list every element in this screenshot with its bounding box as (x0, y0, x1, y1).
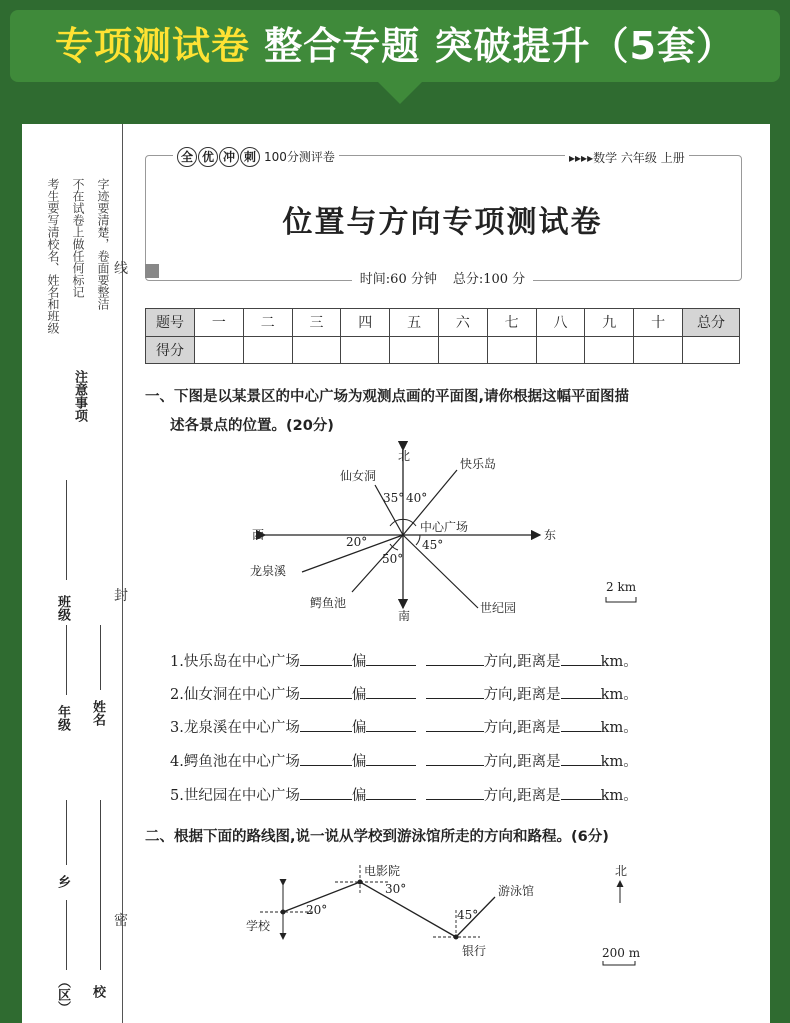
township-label: 乡 (55, 875, 70, 888)
label-east: 东 (544, 528, 557, 542)
answer-blank[interactable] (426, 785, 484, 800)
item-unit: km。 (600, 654, 638, 670)
answer-blank[interactable] (366, 651, 416, 666)
item-text: 方向,距离是 (483, 687, 561, 703)
note-2: 不在试卷上做任何标记 (71, 178, 85, 298)
answer-blank[interactable] (426, 684, 484, 699)
item-text: 鳄鱼池在中心广场 (183, 754, 300, 770)
answer-blank[interactable] (426, 751, 484, 766)
answer-blank[interactable] (426, 717, 484, 732)
col-header: 十 (634, 309, 683, 337)
answer-blank[interactable] (561, 751, 601, 766)
item-text: 偏 (351, 754, 367, 770)
banner-arrow (378, 82, 422, 104)
label-cinema: 电影院 (364, 864, 401, 878)
label-pool: 游泳馆 (498, 884, 535, 898)
total-cell[interactable] (683, 336, 740, 364)
item-number: 4. (170, 754, 184, 770)
item-text: 方向,距离是 (483, 654, 561, 670)
banner-highlight: 专项测试卷 (55, 24, 251, 68)
school-label: 校 (90, 985, 105, 998)
seal-mark: 封 (114, 588, 128, 604)
subject-grade: ▸▸▸▸数学 六年级 上册 (565, 149, 689, 166)
item-number: 5. (170, 788, 184, 804)
q1-heading-cont: 述各景点的位置。(20分) (170, 418, 334, 434)
grade-blank[interactable] (66, 625, 67, 695)
total-score: 总分:100 分 (445, 272, 533, 287)
brand-char-3: 冲 (219, 147, 239, 167)
label-xiannv: 仙女洞 (340, 469, 377, 483)
label-eyu: 鳄鱼池 (310, 596, 347, 610)
line-mark: 线 (114, 261, 128, 277)
total-header: 总分 (683, 309, 740, 337)
score-cell[interactable] (585, 336, 634, 364)
label-school: 学校 (246, 919, 271, 933)
col-header: 六 (438, 309, 487, 337)
q2-heading (145, 825, 609, 846)
answer-blank[interactable] (426, 651, 484, 666)
item-text: 方向,距离是 (483, 720, 561, 736)
item-text: 世纪园在中心广场 (183, 788, 300, 804)
col-header: 九 (585, 309, 634, 337)
angle-20: 20° (346, 535, 368, 549)
angle-45: 45° (422, 538, 444, 552)
table-row (146, 336, 740, 364)
item-number: 1. (170, 654, 184, 670)
school-point (281, 910, 286, 915)
label-center: 中心广场 (420, 520, 469, 534)
score-cell[interactable] (341, 336, 390, 364)
angle-50: 50° (382, 552, 404, 566)
angle-40: 40° (406, 491, 428, 505)
secret-mark: 密 (114, 913, 128, 929)
score-cell[interactable] (536, 336, 585, 364)
note-3: 字迹要清楚，卷面要整洁 (96, 178, 110, 310)
answer-blank[interactable] (561, 684, 601, 699)
score-cell[interactable] (438, 336, 487, 364)
time-limit: 时间:60 分钟 (352, 272, 445, 287)
item-number: 3. (170, 720, 184, 736)
label-kuaile: 快乐岛 (460, 457, 497, 471)
brand-char-1: 全 (177, 147, 197, 167)
answer-blank[interactable] (366, 717, 416, 732)
label-north: 北 (398, 449, 411, 463)
col-header: 四 (341, 309, 390, 337)
col-header: 三 (292, 309, 341, 337)
note-1: 考生要写清校名、姓名和班级 (46, 178, 60, 334)
angle-35: 35° (383, 491, 405, 505)
answer-blank[interactable] (366, 751, 416, 766)
q1-text: 下图是以某景区的中心广场为观测点画的平面图,请你根据这幅平面图描 (174, 389, 630, 405)
angle-45: 45° (457, 908, 479, 922)
answer-blank[interactable] (366, 684, 416, 699)
name-label: 姓名 (90, 700, 105, 726)
scale-label: 200 m (602, 946, 641, 960)
item-text: 方向,距离是 (483, 754, 561, 770)
score-cell[interactable] (487, 336, 536, 364)
brand-subtitle: 100分测评卷 (264, 150, 335, 164)
row-header: 题号 (146, 309, 195, 337)
table-row (146, 309, 740, 337)
answer-blank[interactable] (561, 651, 601, 666)
score-cell[interactable] (634, 336, 683, 364)
angle-30: 30° (385, 882, 407, 896)
label-bank: 银行 (462, 944, 487, 958)
q1-item-2 (170, 683, 638, 704)
q1-item-3 (170, 716, 638, 737)
score-table (145, 308, 740, 364)
name-blank[interactable] (100, 625, 101, 690)
class-blank[interactable] (66, 480, 67, 580)
item-text: 偏 (351, 788, 367, 804)
notes-label: 注意事项 (72, 370, 87, 422)
q1-heading (145, 385, 629, 406)
class-label: 班级 (55, 595, 70, 621)
item-text: 龙泉溪在中心广场 (183, 720, 300, 736)
col-header: 八 (536, 309, 585, 337)
item-text: 偏 (351, 687, 367, 703)
top-banner (0, 0, 790, 92)
col-header: 二 (243, 309, 292, 337)
angle-20: 20° (306, 903, 328, 917)
item-text: 仙女洞在中心广场 (183, 687, 300, 703)
brand-char-2: 优 (198, 147, 218, 167)
township-blank[interactable] (66, 800, 67, 865)
answer-blank[interactable] (300, 651, 352, 666)
item-text: 偏 (351, 720, 367, 736)
col-header: 七 (487, 309, 536, 337)
q2-text: 根据下面的路线图,说一说从学校到游泳馆所走的方向和路程。(6分) (174, 829, 609, 845)
col-header: 一 (195, 309, 244, 337)
bank-point (454, 935, 459, 940)
answer-blank[interactable] (561, 717, 601, 732)
brand-logo (173, 147, 339, 167)
banner-panel (10, 10, 780, 82)
item-text: 快乐岛在中心广场 (183, 654, 300, 670)
answer-blank[interactable] (300, 684, 352, 699)
q2-number: 二、 (145, 829, 174, 845)
label-west: 西 (252, 528, 265, 542)
col-header: 五 (390, 309, 439, 337)
q2-figure (240, 855, 660, 970)
answer-blank[interactable] (561, 785, 601, 800)
item-text: 偏 (351, 654, 367, 670)
banner-title (10, 10, 780, 82)
cinema-point (358, 880, 363, 885)
label-south: 南 (398, 609, 411, 623)
scale-bar (606, 597, 636, 602)
score-cell[interactable] (390, 336, 439, 364)
label-longquan: 龙泉溪 (250, 564, 287, 578)
scale-bar (603, 961, 635, 965)
item-unit: km。 (600, 687, 638, 703)
page-title: 位置与方向专项测试卷 (282, 205, 603, 240)
answer-blank[interactable] (300, 751, 352, 766)
score-cell[interactable] (243, 336, 292, 364)
q1-item-4 (170, 750, 638, 771)
answer-blank[interactable] (366, 785, 416, 800)
answer-blank[interactable] (300, 717, 352, 732)
item-unit: km。 (600, 754, 638, 770)
brand-char-4: 刺 (240, 147, 260, 167)
q1-number: 一、 (145, 389, 174, 405)
scale-label: 2 km (606, 580, 637, 594)
school-blank[interactable] (100, 800, 101, 970)
q1-figure (240, 440, 640, 625)
score-cell[interactable] (292, 336, 341, 364)
angle-arc-se (416, 535, 420, 545)
item-unit: km。 (600, 720, 638, 736)
item-unit: km。 (600, 788, 638, 804)
row-header: 得分 (146, 336, 195, 364)
item-number: 2. (170, 687, 184, 703)
grade-label: 年级 (55, 705, 70, 731)
district-blank[interactable] (66, 900, 67, 970)
q1-item-5 (170, 784, 638, 805)
label-north: 北 (615, 864, 628, 878)
banner-subtitle: 整合专题 突破提升（5套） (264, 24, 735, 68)
q1-item-1 (170, 650, 638, 671)
score-cell[interactable] (195, 336, 244, 364)
item-text: 方向,距离是 (483, 788, 561, 804)
answer-blank[interactable] (300, 785, 352, 800)
district-label: （区） (55, 975, 70, 1014)
exam-meta (145, 268, 740, 287)
label-shiji: 世纪园 (480, 601, 517, 615)
